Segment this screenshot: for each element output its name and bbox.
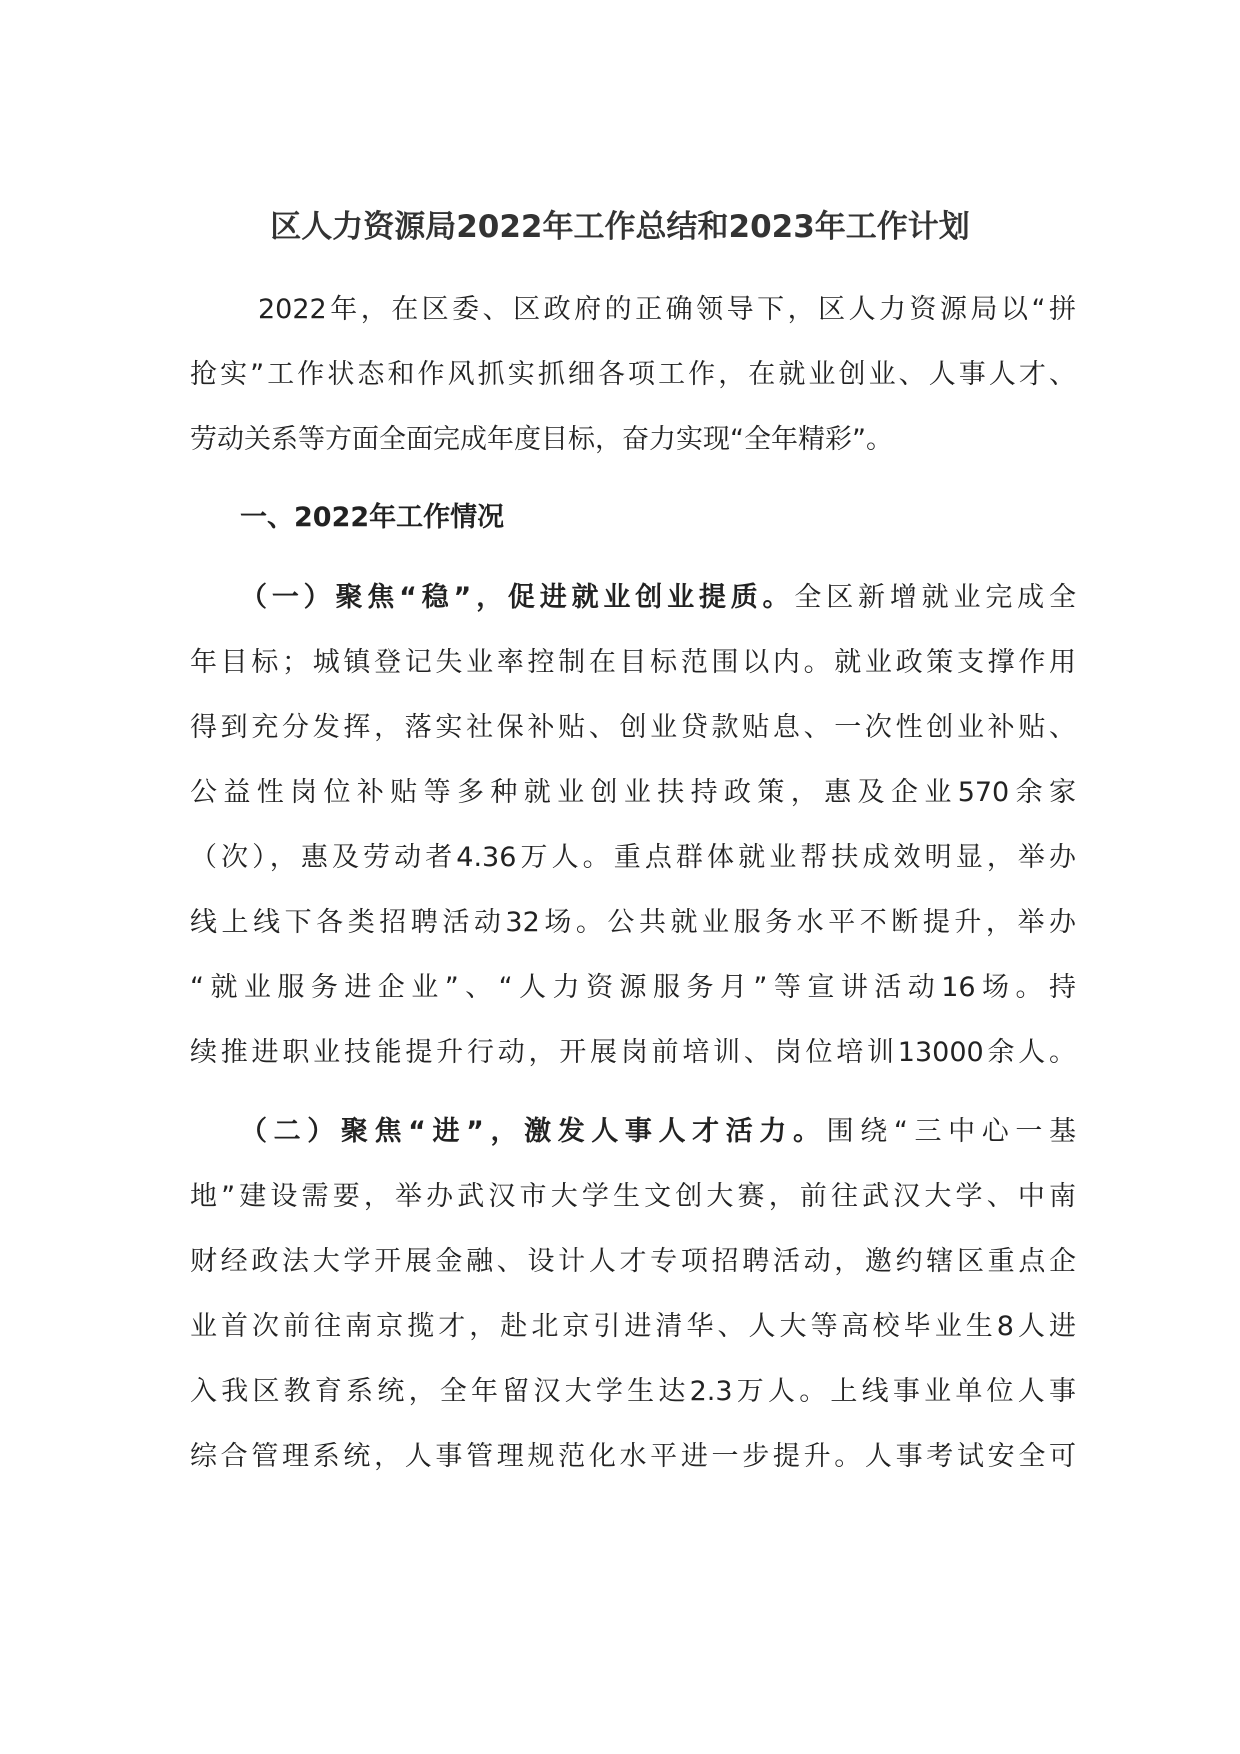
intro-line: 抢实”工作状态和作风抓实抓细各项工作，在就业创业、人事人才、	[190, 359, 1076, 390]
paragraph-line	[240, 1112, 1076, 1152]
paragraph-line: 业首次前往南京揽才，赴北京引进清华、人大等高校毕业生8人进	[190, 1311, 1076, 1342]
paragraph-line: 年目标；城镇登记失业率控制在目标范围以内。就业政策支撑作用	[190, 647, 1076, 678]
paragraph-line: （次），惠及劳动者4.36万人。重点群体就业帮扶成效明显，举办	[190, 842, 1076, 873]
intro-line: 2022年，在区委、区政府的正确领导下，区人力资源局以“拼	[258, 294, 1076, 325]
paragraph-line: 得到充分发挥，落实社保补贴、创业贷款贴息、一次性创业补贴、	[190, 712, 1076, 743]
paragraph-line: 地”建设需要，举办武汉市大学生文创大赛，前往武汉大学、中南	[190, 1181, 1076, 1212]
paragraph-text: 全区新增就业完成全	[794, 582, 1076, 613]
paragraph-lead: （一）聚焦“稳”，促进就业创业提质。	[240, 582, 795, 613]
paragraph-line: 入我区教育系统，全年留汉大学生达2.3万人。上线事业单位人事	[190, 1376, 1076, 1407]
intro-line: 劳动关系等方面全面完成年度目标，奋力实现“全年精彩”。	[190, 424, 893, 455]
document-title: 区人力资源局2022年工作总结和2023年工作计划	[270, 209, 970, 245]
paragraph-lead: （二）聚焦“进”，激发人事人才活力。	[240, 1116, 827, 1147]
paragraph-line: 公益性岗位补贴等多种就业创业扶持政策，惠及企业570余家	[190, 777, 1076, 808]
paragraph-line	[240, 578, 1076, 618]
section-heading: 一、2022年工作情况	[240, 502, 505, 533]
paragraph-line: 续推进职业技能提升行动，开展岗前培训、岗位培训13000余人。	[190, 1037, 1076, 1068]
paragraph-line: 财经政法大学开展金融、设计人才专项招聘活动，邀约辖区重点企	[190, 1246, 1076, 1277]
paragraph-line: 线上线下各类招聘活动32场。公共就业服务水平不断提升，举办	[190, 907, 1076, 938]
paragraph-text: 围绕“三中心一基	[826, 1116, 1076, 1147]
paragraph-line: 综合管理系统，人事管理规范化水平进一步提升。人事考试安全可	[190, 1441, 1076, 1472]
paragraph-line: “就业服务进企业”、“人力资源服务月”等宣讲活动16场。持	[190, 972, 1076, 1003]
